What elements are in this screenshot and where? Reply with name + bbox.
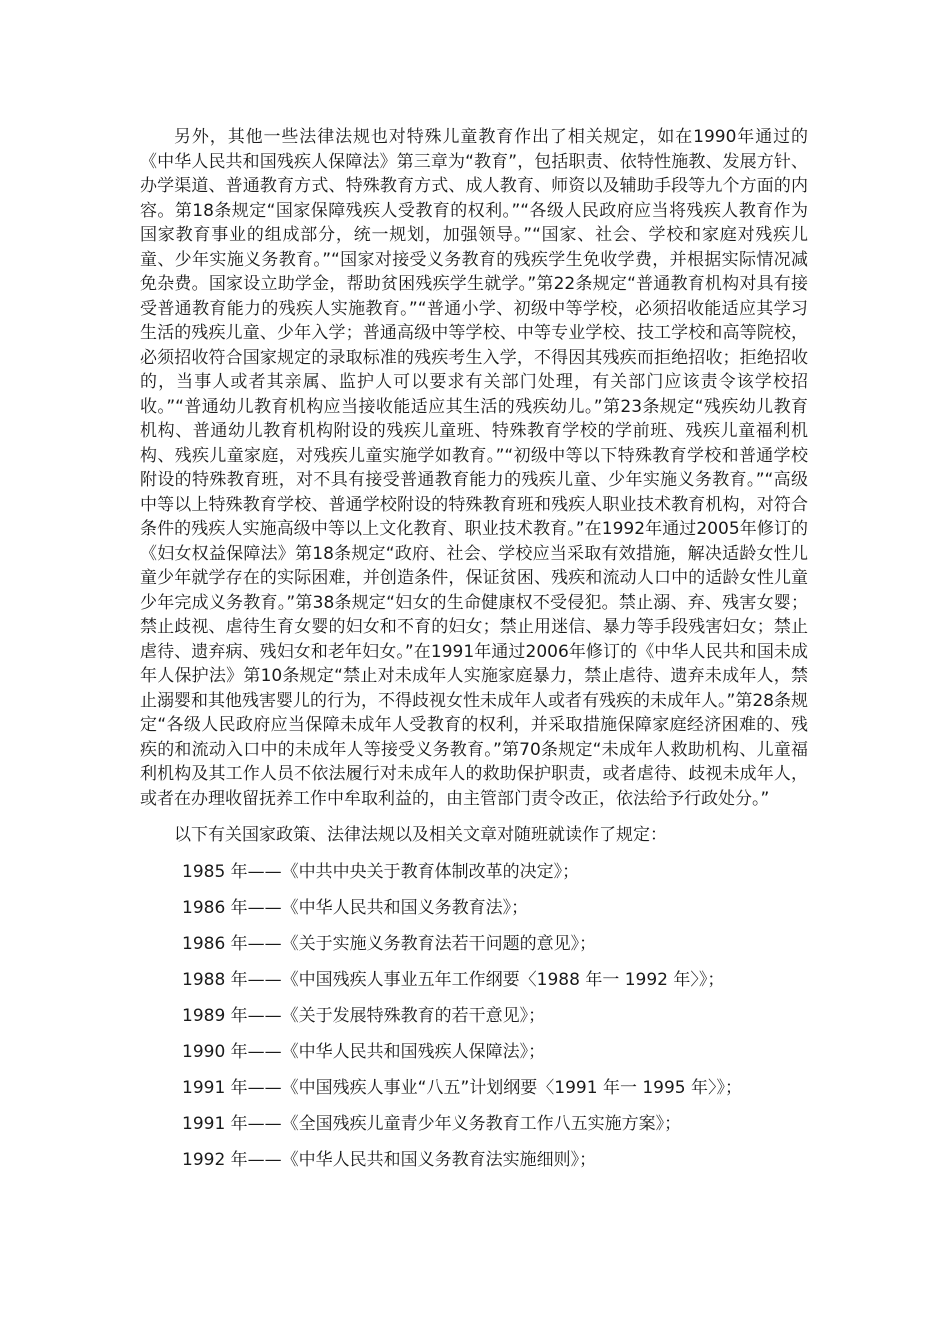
intro-paragraph: 以下有关国家政策、法律法规以及相关文章对随班就读作了规定： <box>174 825 667 845</box>
list-item: 1990 年——《中华人民共和国残疾人保障法》； <box>182 1041 546 1062</box>
list-item: 1986 年——《关于实施义务教育法若干问题的意见》； <box>182 933 597 954</box>
list-item: 1986 年——《中华人民共和国义务教育法》； <box>182 897 529 918</box>
list-item: 1985 年——《中共中央关于教育体制改革的决定》； <box>182 861 580 882</box>
list-item: 1991 年——《全国残疾儿童青少年义务教育工作八五实施方案》； <box>182 1113 682 1134</box>
body-paragraph: 另外，其他一些法律法规也对特殊儿童教育作出了相关规定，如在1990年通过的《中华人民共和国残疾人保障法》第三章为“教育”，包括职责、依特性施教、发展方针、办学渠道、普通教育方式、特殊教育方式、成人教育、师资以及辅助手段等九个方面的内容。第18条规定“国家保障残疾人受教育的权利。”“各级人民政府应当将残疾人教育作为国家教育事业的组成部分，统一规划，加强领导。”“国家、社会、学校和家庭对残疾儿童、少年实施义务教育。”“国家对接受义务教育的残疾学生免收学费，并根据实际情况减免杂费。国家设立助学金，帮助贫困残疾学生就学。”第22条规定“普通教育机构对具有接受普通教育能力的残疾人实施教育。”“普通小学、初级中等学校，必须招收能适应其学习生活的残疾儿童、少年入学；普通高级中等学校、中等专业学校、技工学校和高等院校，必须招收符合国家规定的录取标准的残疾考生入学，不得因其残疾而拒绝招收；拒绝招收的，当事人或者其亲属、监护人可以要求有关部门处理，有关部门应该责令该学校招收。”“普通幼儿教育机构应当接收能适应其生活的残疾幼儿。”第23条规定“残疾幼儿教育机构、普通幼儿教育机构附设的残疾儿童班、特殊教育学校的学前班、残疾儿童福利机构、残疾儿童家庭，对残疾儿童实施学如教育。”“初级中等以下特殊教育学校和普通学校附设的特殊教育班，对不具有接受普通教育能力的残疾儿童、少年实施义务教育。”“高级中等以上特殊教育学校、普通学校附设的特殊教育班和残疾人职业技术教育机构，对符合条件的残疾人实施高级中等以上文化教育、职业技术教育。”在1992年通过2005年修订的《妇女权益保障法》第18条规定“政府、社会、学校应当采取有效措施，解决适龄女性儿童少年就学存在的实际困难，并创造条件，保证贫困、残疾和流动人口中的适龄女性儿童少年完成义务教育。”第38条规定“妇女的生命健康权不受侵犯。禁止溺、弃、残害女婴；禁止歧视、虐待生育女婴的妇女和不育的妇女；禁止用迷信、暴力等手段残害妇女；禁止虐待、遗弃病、残妇女和老年妇女。”在1991年通过2006年修订的《中华人民共和国未成年人保护法》第10条规定“禁止对未成年人实施家庭暴力，禁止虐待、遗弃未成年人，禁止溺婴和其他残害婴儿的行为，不得歧视女性未成年人或者有残疾的未成年人。”第28条规定“各级人民政府应当保障未成年人受教育的权利，并采取措施保障家庭经济困难的、残疾的和流动入口中的未成年人等接受义务教育。”第70条规定“未成年人救助机构、儿童福利机构及其工作人员不依法履行对未成年人的救助保护职责，或者虐待、歧视未成年人，或者在办理收留抚养工作中牟取利益的，由主管部门责令改正，依法给予行政处分。” <box>140 127 808 809</box>
list-item: 1988 年——《中国残疾人事业五年工作纲要〈1988 年一 1992 年〉》； <box>182 969 725 990</box>
document-page <box>140 125 808 1172</box>
list-item: 1991 年——《中国残疾人事业“八五”计划纲要〈1991 年一 1995 年〉》； <box>182 1077 743 1098</box>
list-item: 1989 年——《关于发展特殊教育的若干意见》； <box>182 1005 546 1026</box>
list-item: 1992 年——《中华人民共和国义务教育法实施细则》； <box>182 1149 597 1170</box>
regulation-list <box>140 860 808 1172</box>
